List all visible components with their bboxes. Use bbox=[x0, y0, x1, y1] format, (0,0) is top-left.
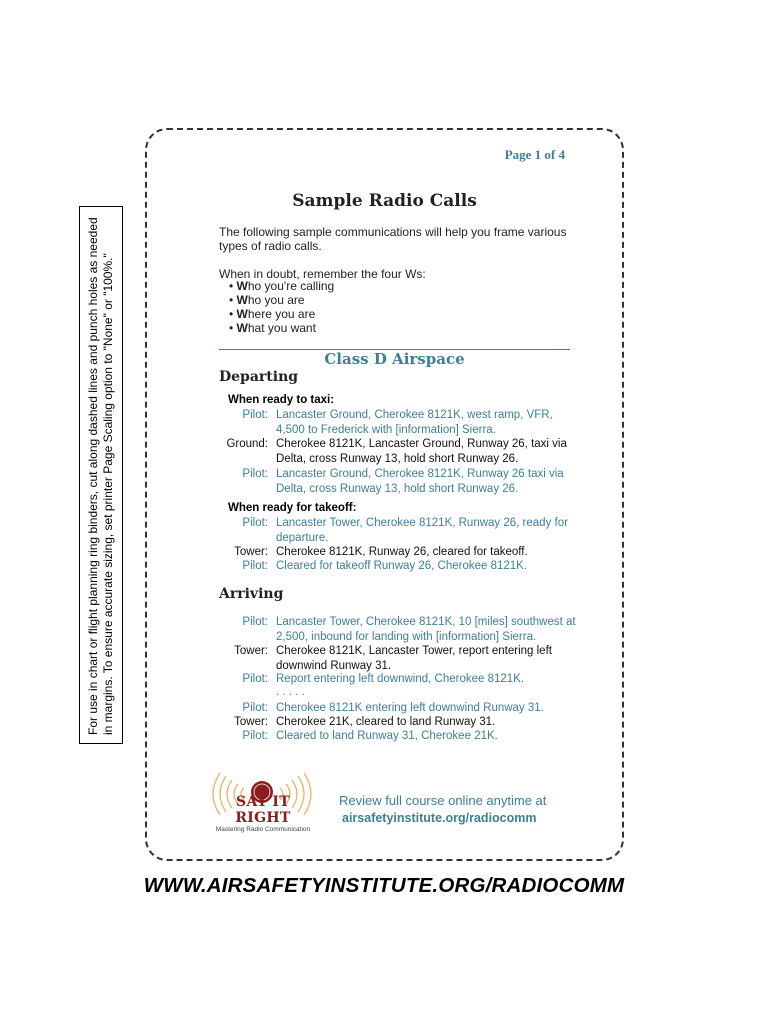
footer-url[interactable]: WWW.AIRSAFETYINSTITUTE.ORG/RADIOCOMM bbox=[143, 874, 625, 897]
four-ws-item: • Who you're calling bbox=[229, 279, 335, 293]
departing-heading: Departing bbox=[219, 369, 299, 385]
review-course-text: Review full course online anytime at bbox=[339, 793, 547, 808]
intro-text: The following sample communications will help you frame various types of radio calls. bbox=[219, 225, 567, 253]
intro-block bbox=[219, 225, 579, 281]
radio-calls-card: Page 1 of 4 Sample Radio Calls The following sample communications will help you frame various types of radio calls. When in doubt, remember the four Ws: • Who you're calling • Who you are • Where you are • What you want Class D Airspace Departing When ready to taxi: Pilot: Lancaster Ground, Cherokee 8121K, west ramp, VFR, 4,500 to Frederick with [information] Sierra. Ground: Cherokee 8121K, Lancaster Ground, Runway 26, taxi via Delta, cross Runway 13, hold short Runway 26. Pilot: Lancaster Ground, Cherokee 8121K, Runway 26 taxi via Delta, cross Runway 13, hold short Runway 26. When ready for takeoff: Pilot: Lancaster Tower, Cherokee 8121K, Runway 26, ready for departure. Tower: Cherokee 8121K, Runway 26, cleared for takeoff. Pilot: Cleared for takeoff Runway 26, Cherokee 8121K. Arriving Pilot: Lancaster Tower, Cherokee 8121K, 10 [miles] southwest at 2,500, inbound for landing with [information] Sierra. Tower: Cherokee 8121K, Lancaster Tower, report entering left downwind Runway 31. Pilot: Report entering left downwind, Cherokee 8121K. . . . . . Pilot: Cherokee 8121K entering left downwind Runway 31. Tower: Cherokee 21K, cleared to land Runway 31. Pilot: Cleared to land Runway 31, Cherokee 21K. SAY IT RIGHT Mastering Radio Communication Review full course online anytime at airsafetyinstitute.org/radiocomm bbox=[145, 128, 624, 861]
binder-instructions-box bbox=[79, 206, 123, 744]
logo-wordmark: SAY IT RIGHT bbox=[235, 794, 291, 826]
class-d-heading: Class D Airspace bbox=[324, 350, 465, 368]
four-ws-list bbox=[229, 279, 334, 335]
course-link[interactable]: airsafetyinstitute.org/radiocomm bbox=[342, 811, 537, 825]
arriving-heading: Arriving bbox=[219, 586, 284, 602]
four-ws-item: • Who you are bbox=[229, 293, 305, 307]
four-ws-item: • What you want bbox=[229, 321, 316, 335]
four-ws-intro: When in doubt, remember the four Ws: bbox=[219, 267, 426, 281]
logo-tagline: Mastering Radio Communication bbox=[215, 826, 311, 833]
page-number: Page 1 of 4 bbox=[504, 147, 565, 162]
four-ws-item: • Where you are bbox=[229, 307, 316, 321]
binder-instructions-text: For use in chart or flight planning ring binders, cut along dashed lines and punch holes as needed in margins. To ensure accurate sizing, set printer Page Scaling option to "None" or "100%." bbox=[86, 217, 115, 735]
taxi-prompt: When ready to taxi: bbox=[228, 394, 335, 406]
page-title: Sample Radio Calls bbox=[292, 191, 477, 211]
takeoff-prompt: When ready for takeoff: bbox=[228, 502, 357, 514]
